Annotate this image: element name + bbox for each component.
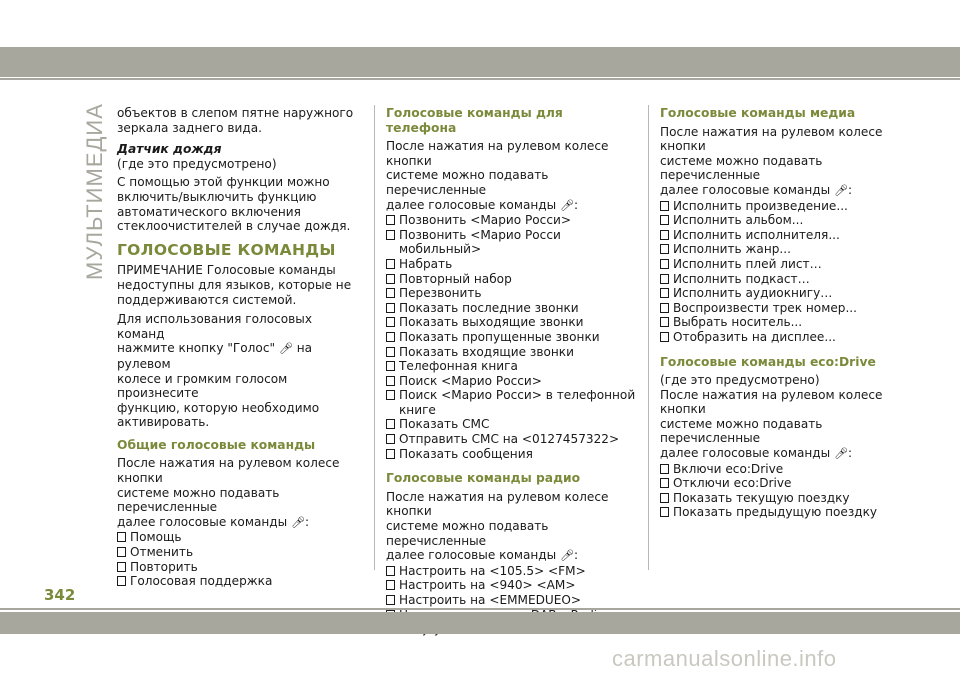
checkbox-square-icon: [660, 201, 669, 211]
text-line: недоступны для языков, которые не: [117, 277, 352, 292]
list-item: [386, 272, 636, 287]
checkbox-square-icon: [660, 464, 669, 474]
checkbox-square-icon: [117, 547, 126, 557]
list-item-label: Исполнить плей лист…: [673, 256, 822, 271]
list-item-label: Отключи eco:Drive: [673, 476, 792, 491]
text-line: системе можно подавать перечисленные: [117, 485, 280, 515]
list-item: [660, 330, 910, 345]
list-item: [660, 505, 910, 520]
checkbox-square-icon: [386, 274, 395, 284]
column-2: [386, 106, 636, 637]
ecodrive-commands-heading: Голосовые команды eco:Drive: [660, 354, 876, 369]
list-item: [386, 301, 636, 316]
list-item-label: Телефонная книга: [399, 359, 518, 374]
checkbox-square-icon: [386, 317, 395, 327]
text-line: функцию, которую необходимо: [117, 400, 320, 415]
voice-icon: 🎤︎: [278, 342, 293, 356]
side-section-text: МУЛЬТИМЕДИА: [82, 103, 107, 280]
page-number: 342: [44, 586, 76, 604]
ecodrive-note: (где это предусмотрено): [660, 373, 820, 388]
list-item: [386, 330, 636, 345]
checkbox-square-icon: [660, 332, 669, 342]
list-item: [117, 530, 362, 545]
list-item: [386, 228, 636, 257]
text-line: активировать.: [117, 415, 210, 430]
list-item-label: Показать входящие звонки: [399, 344, 574, 359]
list-item: [386, 286, 636, 301]
checkbox-square-icon: [386, 376, 395, 386]
list-item: [386, 578, 636, 593]
text-line: далее голосовые команды 🎤︎:: [117, 514, 310, 529]
checkbox-square-icon: [386, 288, 395, 298]
general-commands-heading: Общие голосовые команды: [117, 437, 316, 452]
list-item-label: Настроить на <EMMEDUEO>: [399, 593, 582, 607]
list-item: [386, 432, 636, 447]
phone-commands-heading: Голосовые команды для телефона: [386, 106, 563, 135]
header-line: [0, 78, 960, 80]
text-line: далее голосовые команды 🎤︎:: [660, 182, 853, 197]
text-line: После нажатия на рулевом колесе кнопки: [117, 456, 340, 486]
checkbox-square-icon: [660, 317, 669, 327]
checkbox-square-icon: [386, 419, 395, 429]
list-item-label: Показать СМС: [399, 417, 490, 432]
list-item-label: Исполнить подкаст…: [673, 271, 810, 286]
list-item: [117, 560, 362, 575]
list-item: [117, 545, 362, 560]
checkbox-square-icon: [386, 595, 395, 605]
list-item: [386, 447, 636, 462]
column-3: [660, 106, 910, 520]
list-item-label: Показать последние звонки: [399, 300, 579, 315]
text-line: включить/выключить функцию: [117, 189, 317, 204]
text-line: далее голосовые команды 🎤︎:: [386, 197, 579, 212]
list-item-label: Помощь: [130, 530, 182, 545]
list-item-label: Исполнить жанр...: [673, 242, 791, 257]
radio-commands-heading: Голосовые команды радио: [386, 471, 581, 486]
checkbox-square-icon: [117, 576, 126, 586]
text-span: далее голосовые команды: [660, 182, 831, 197]
watermark: carmanualsonline.info: [612, 646, 837, 671]
checkbox-square-icon: [117, 562, 126, 572]
checkbox-square-icon: [386, 215, 395, 225]
checkbox-square-icon: [660, 507, 669, 517]
text-line: далее голосовые команды 🎤︎:: [386, 548, 579, 563]
text-span: далее голосовые команды: [386, 197, 557, 212]
list-item: [660, 491, 910, 506]
checkbox-square-icon: [386, 361, 395, 371]
checkbox-square-icon: [117, 532, 126, 542]
checkbox-square-icon: [386, 566, 395, 576]
checkbox-square-icon: [386, 449, 395, 459]
phone-commands-list: [386, 213, 636, 461]
text-line: Для использования голосовых команд: [117, 312, 312, 341]
voice-icon: 🎤︎: [291, 515, 306, 529]
list-item: [386, 374, 636, 389]
list-item: [117, 574, 362, 589]
list-item: [660, 228, 910, 243]
text-line: После нажатия на рулевом колесе кнопки: [386, 489, 609, 519]
text-line: После нажатия на рулевом колесе кнопки: [660, 124, 883, 154]
checkbox-square-icon: [660, 244, 669, 254]
list-item-label: Исполнить исполнителя...: [673, 227, 840, 242]
side-section-label: [60, 98, 107, 280]
checkbox-square-icon: [660, 259, 669, 269]
checkbox-square-icon: [386, 332, 395, 342]
list-item-label: Отправить СМС на <0127457322>: [399, 432, 620, 447]
list-item-label: Повторить: [130, 559, 198, 574]
checkbox-square-icon: [386, 434, 395, 444]
text-line: системе можно подавать перечисленные: [386, 168, 549, 197]
text-line: системе можно подавать перечисленные: [660, 153, 823, 183]
list-item: [386, 388, 636, 417]
text-line: После нажатия на рулевом колесе кнопки: [386, 139, 609, 168]
general-commands-list: [117, 530, 362, 588]
rain-sensor-note: (где это предусмотрено): [117, 156, 277, 171]
list-item-label: Показать выходящие звонки: [399, 315, 584, 330]
list-item-label: Показать предыдущую поездку: [673, 505, 878, 520]
list-item-label: Перезвонить: [399, 286, 482, 301]
checkbox-square-icon: [660, 288, 669, 298]
text-span: нажмите кнопку "Голос": [117, 341, 276, 356]
list-item-label: Исполнить альбом...: [673, 213, 804, 228]
list-item: [386, 564, 636, 579]
list-item-label: Повторный набор: [399, 271, 512, 286]
list-item: [386, 417, 636, 432]
list-item-label: Голосовая поддержка: [130, 574, 273, 589]
checkbox-square-icon: [386, 390, 395, 400]
checkbox-square-icon: [660, 478, 669, 488]
checkbox-square-icon: [660, 215, 669, 225]
text-line: ПРИМЕЧАНИЕ Голосовые команды: [117, 263, 336, 278]
text-line: С помощью этой функции можно: [117, 175, 330, 190]
checkbox-square-icon: [386, 259, 395, 269]
text-line: После нажатия на рулевом колесе кнопки: [660, 387, 883, 417]
checkbox-square-icon: [660, 274, 669, 284]
text-line: стеклоочистителей в случае дождя.: [117, 219, 351, 234]
voice-icon: 🎤︎: [834, 183, 849, 197]
list-item-label: Исполнить произведение...: [673, 198, 848, 213]
list-item-label: Настроить на <105.5> <FM>: [399, 563, 586, 578]
text-span: далее голосовые команды: [117, 514, 288, 529]
text-line: колесе и громким голосом произнесите: [117, 371, 288, 401]
list-item-label: Показать пропущенные звонки: [399, 329, 600, 344]
text-span: на рулевом: [117, 341, 313, 371]
footer-line: [0, 608, 960, 610]
list-item-label: Настроить на <940> <AM>: [399, 578, 576, 593]
checkbox-square-icon: [386, 303, 395, 313]
text-line: зеркала заднего вида.: [117, 120, 263, 135]
text-line: системе можно подавать перечисленные: [386, 519, 549, 548]
list-item: [660, 272, 910, 287]
ecodrive-commands-list: [660, 462, 910, 520]
footer-bar: [0, 612, 960, 634]
list-item-label: Показать текущую поездку: [673, 490, 850, 505]
list-item-label: Выбрать носитель...: [673, 315, 803, 330]
header-stripe: [0, 47, 960, 77]
list-item-label: Отобразить на дисплее...: [673, 329, 836, 344]
list-item-label: Поиск <Марио Росси> в телефонной книге: [399, 388, 636, 417]
text-line: системе можно подавать перечисленные: [660, 416, 823, 446]
list-item-label: Воспроизвести трек номер...: [673, 300, 857, 315]
rain-sensor-heading: Датчик дождя: [117, 142, 222, 157]
list-item-label: Исполнить аудиокнигу…: [673, 286, 833, 301]
text-span: далее голосовые команды: [386, 548, 557, 563]
list-item: [660, 315, 910, 330]
checkbox-square-icon: [386, 347, 395, 357]
list-item: [660, 213, 910, 228]
voice-icon: 🎤︎: [560, 198, 575, 212]
list-item: [660, 286, 910, 301]
text-line: [117, 341, 362, 371]
text-line: далее голосовые команды 🎤︎:: [660, 446, 853, 461]
media-commands-list: [660, 199, 910, 345]
column-divider: [648, 105, 649, 570]
checkbox-square-icon: [660, 230, 669, 240]
list-item: [386, 345, 636, 360]
list-item-label: Включи eco:Drive: [673, 461, 784, 476]
column-divider: [374, 105, 375, 570]
header-bar: [0, 0, 960, 82]
list-item-label: Позвонить <Марио Росси мобильный>: [399, 227, 561, 257]
list-item: [386, 315, 636, 330]
text-line: автоматического включения: [117, 204, 301, 219]
text-span: далее голосовые команды: [660, 446, 831, 461]
media-commands-heading: Голосовые команды медиа: [660, 106, 856, 120]
list-item-label: Показать сообщения: [399, 446, 533, 461]
list-item: [660, 257, 910, 272]
voice-icon: 🎤︎: [834, 447, 849, 461]
checkbox-square-icon: [386, 580, 395, 590]
list-item: [386, 257, 636, 272]
list-item: [660, 462, 910, 477]
list-item: [660, 301, 910, 316]
text-line: объектов в слепом пятне наружного: [117, 106, 354, 120]
list-item: [660, 199, 910, 214]
list-item-label: Набрать: [399, 256, 453, 271]
list-item-label: Отменить: [130, 545, 194, 560]
voice-icon: 🎤︎: [560, 549, 575, 563]
checkbox-square-icon: [660, 493, 669, 503]
voice-commands-heading: ГОЛОСОВЫЕ КОМАНДЫ: [117, 240, 336, 259]
list-item: [660, 242, 910, 257]
list-item: [386, 213, 636, 228]
column-1: [117, 106, 362, 589]
list-item-label: Позвонить <Марио Росси>: [399, 213, 571, 228]
list-item: [386, 593, 636, 608]
checkbox-square-icon: [386, 230, 395, 240]
list-item: [660, 476, 910, 491]
list-item: [386, 359, 636, 374]
checkbox-square-icon: [660, 303, 669, 313]
text-line: поддерживаются системой.: [117, 292, 297, 307]
list-item-label: Поиск <Марио Росси>: [399, 373, 542, 388]
